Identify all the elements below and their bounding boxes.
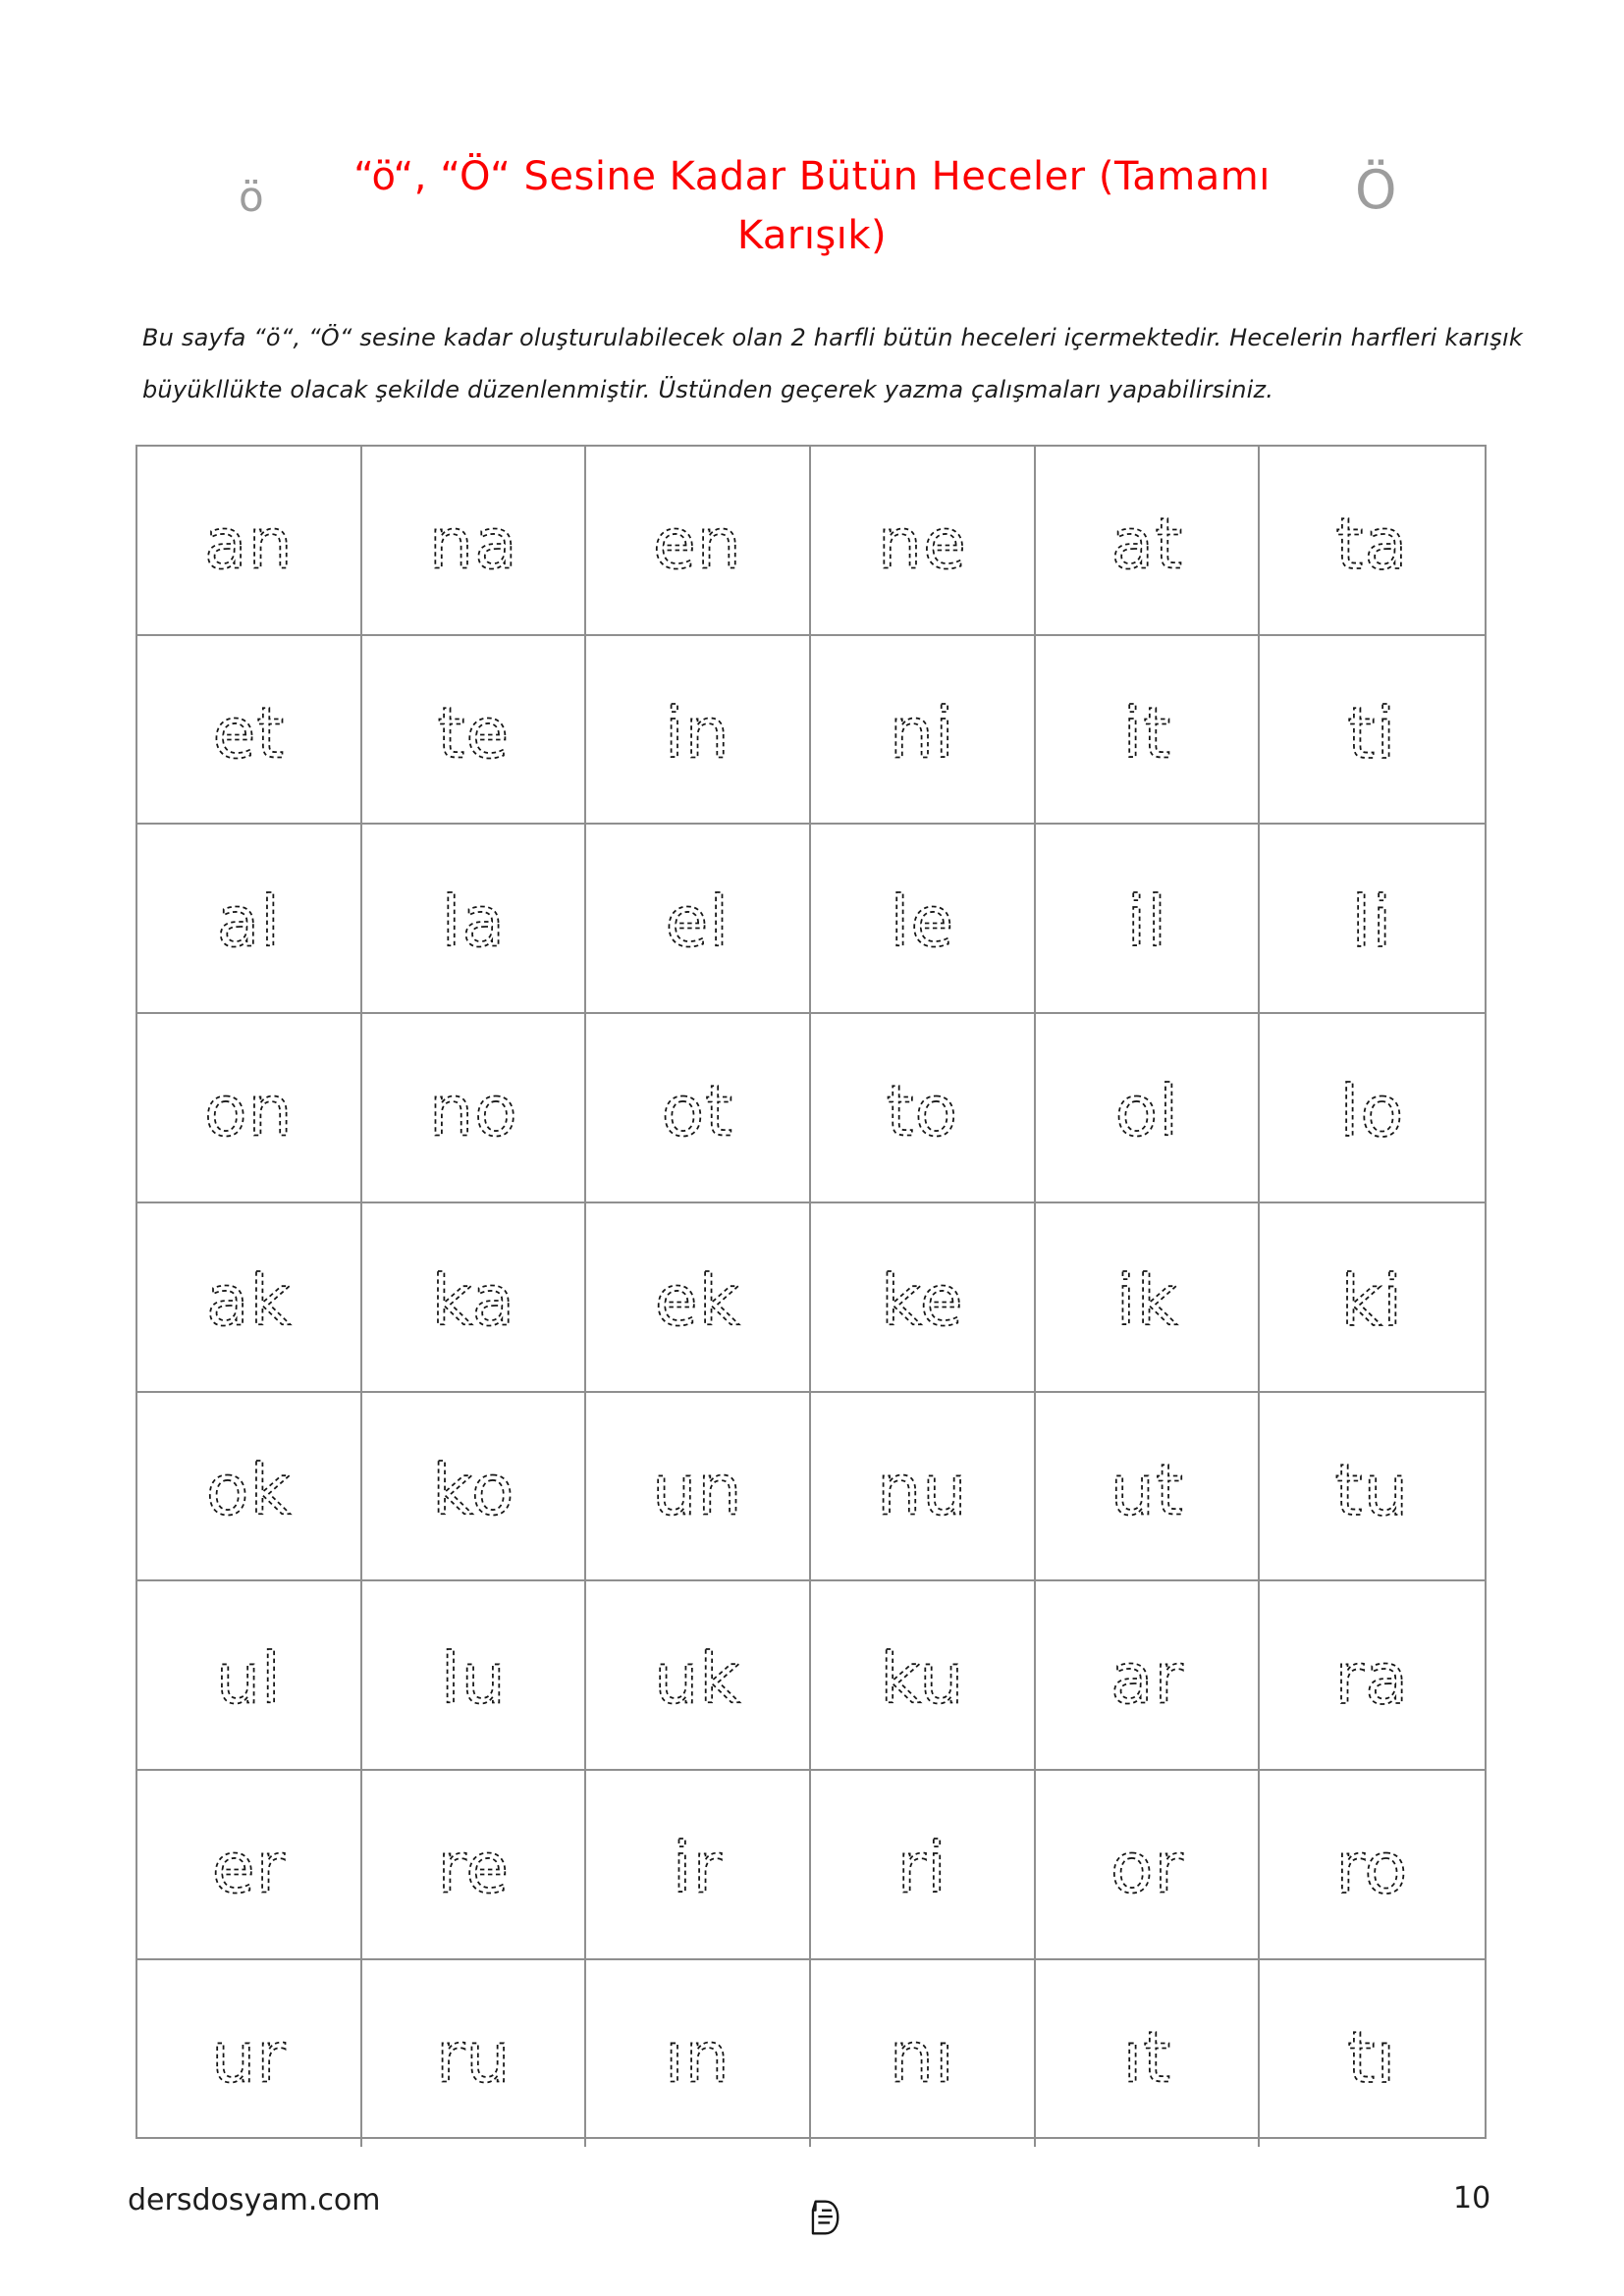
decor-letter-lowercase-o-umlaut: ö	[239, 173, 264, 221]
trace-cell	[586, 447, 811, 636]
trace-cell	[1260, 1581, 1485, 1771]
decor-letter-uppercase-o-umlaut: Ö	[1355, 159, 1397, 221]
trace-text: ur	[211, 2016, 287, 2099]
trace-text: un	[652, 1449, 743, 1531]
instructions-line2: büyükllükte olacak şekilde düzenlenmiştir. Üstünden geçerek yazma çalışmaları yapabilirsiniz.	[142, 376, 1274, 403]
trace-cell	[137, 1393, 362, 1582]
trace-text: la	[441, 881, 506, 964]
instructions-line1: Bu sayfa “ö“, “Ö“ sesine kadar oluşturulabilecek olan 2 harfli bütün heceleri içermektedir. Hecelerin harfleri karışık	[142, 324, 1523, 351]
trace-cell	[362, 1014, 587, 1203]
trace-text: ki	[1340, 1258, 1404, 1342]
trace-text: ıt	[1122, 2016, 1171, 2099]
trace-text: ru	[435, 2016, 512, 2099]
trace-text: lu	[440, 1637, 507, 1720]
trace-cell	[362, 447, 587, 636]
trace-text: ta	[1335, 502, 1409, 585]
trace-text: te	[437, 692, 510, 774]
trace-text: uk	[654, 1637, 741, 1720]
trace-text: at	[1110, 503, 1183, 585]
trace-cell	[1036, 1771, 1261, 1960]
footer-website-link[interactable]: dersdosyam.com	[128, 2183, 381, 2217]
page-title-line2: Karışık)	[736, 213, 888, 258]
trace-cell	[1260, 1203, 1485, 1393]
instructions-text	[142, 312, 1556, 416]
trace-cell	[1036, 1393, 1261, 1582]
trace-cell	[1036, 1014, 1261, 1203]
trace-cell	[362, 1581, 587, 1771]
trace-text: no	[428, 1070, 518, 1152]
trace-text: nı	[889, 2016, 955, 2099]
trace-cell	[362, 1203, 587, 1393]
trace-cell	[1260, 1393, 1485, 1582]
trace-cell	[586, 1771, 811, 1960]
trace-text: al	[216, 881, 282, 964]
trace-text: ar	[1110, 1637, 1184, 1720]
trace-text: ro	[1335, 1826, 1409, 1909]
trace-cell	[1260, 1771, 1485, 1960]
trace-text: ku	[880, 1637, 965, 1720]
trace-text: in	[665, 692, 731, 774]
trace-cell	[811, 1960, 1036, 2148]
trace-text: ke	[881, 1259, 964, 1342]
trace-text: et	[212, 692, 286, 774]
trace-text: il	[1126, 881, 1167, 964]
page-number: 10	[1453, 2181, 1491, 2216]
trace-cell	[1036, 447, 1261, 636]
trace-text: ın	[665, 2016, 731, 2099]
trace-cell	[1260, 825, 1485, 1014]
trace-text: ni	[889, 692, 955, 774]
trace-text: er	[211, 1827, 286, 1909]
trace-text: en	[653, 503, 743, 585]
trace-cell	[137, 447, 362, 636]
page-title	[321, 147, 1303, 265]
trace-cell	[137, 825, 362, 1014]
trace-cell	[586, 1203, 811, 1393]
trace-cell	[137, 1960, 362, 2148]
trace-cell	[811, 1771, 1036, 1960]
trace-text: ut	[1110, 1449, 1184, 1531]
trace-text: ir	[673, 1827, 724, 1909]
trace-text: ka	[431, 1259, 515, 1342]
trace-cell	[1260, 1960, 1485, 2148]
trace-text: ri	[896, 1827, 947, 1909]
trace-cell	[586, 1014, 811, 1203]
trace-text: ik	[1115, 1259, 1178, 1342]
syllable-grid	[135, 445, 1487, 2139]
trace-cell	[137, 636, 362, 826]
trace-cell	[1260, 447, 1485, 636]
trace-cell	[1036, 825, 1261, 1014]
trace-text: ak	[205, 1259, 292, 1342]
trace-cell	[1260, 1014, 1485, 1203]
trace-cell	[811, 825, 1036, 1014]
trace-cell	[586, 1393, 811, 1582]
trace-cell	[362, 1771, 587, 1960]
trace-cell	[811, 1203, 1036, 1393]
trace-text: or	[1110, 1827, 1184, 1909]
trace-text: ol	[1114, 1070, 1179, 1152]
trace-cell	[811, 1581, 1036, 1771]
trace-text: ko	[431, 1449, 515, 1531]
trace-text: on	[203, 1070, 294, 1152]
trace-cell	[586, 825, 811, 1014]
trace-text: ul	[215, 1637, 282, 1720]
trace-text: ra	[1334, 1637, 1410, 1721]
trace-cell	[137, 1203, 362, 1393]
document-icon	[803, 2199, 840, 2236]
trace-cell	[362, 1960, 587, 2148]
trace-text: ot	[661, 1070, 734, 1152]
trace-text: tu	[1334, 1448, 1410, 1531]
page-title-line1: “ö“, “Ö“ Sesine Kadar Bütün Heceler (Tamamı	[353, 154, 1271, 199]
trace-text: re	[437, 1827, 510, 1909]
trace-text: le	[890, 881, 955, 964]
trace-text: to	[886, 1070, 959, 1152]
trace-cell	[362, 825, 587, 1014]
trace-text: li	[1351, 881, 1393, 964]
trace-text: lo	[1339, 1069, 1405, 1152]
trace-cell	[1260, 636, 1485, 826]
trace-cell	[1036, 1960, 1261, 2148]
trace-cell	[137, 1581, 362, 1771]
trace-cell	[362, 636, 587, 826]
trace-cell	[1036, 1203, 1261, 1393]
trace-cell	[811, 636, 1036, 826]
trace-text: an	[203, 503, 294, 585]
trace-cell	[811, 1393, 1036, 1582]
trace-text: ti	[1347, 691, 1397, 774]
trace-text: ek	[655, 1259, 741, 1342]
trace-cell	[137, 1771, 362, 1960]
trace-cell	[1036, 1581, 1261, 1771]
trace-text: it	[1122, 692, 1171, 774]
trace-cell	[137, 1014, 362, 1203]
trace-text: ok	[205, 1449, 292, 1531]
trace-cell	[362, 1393, 587, 1582]
trace-text: nu	[877, 1449, 968, 1531]
trace-text: el	[665, 881, 731, 964]
trace-cell	[811, 447, 1036, 636]
trace-cell	[811, 1014, 1036, 1203]
trace-text: ne	[877, 503, 967, 585]
trace-cell	[586, 1581, 811, 1771]
trace-cell	[586, 636, 811, 826]
trace-text: na	[428, 503, 518, 585]
trace-cell	[1036, 636, 1261, 826]
trace-cell	[586, 1960, 811, 2148]
trace-text: tı	[1347, 2015, 1397, 2099]
